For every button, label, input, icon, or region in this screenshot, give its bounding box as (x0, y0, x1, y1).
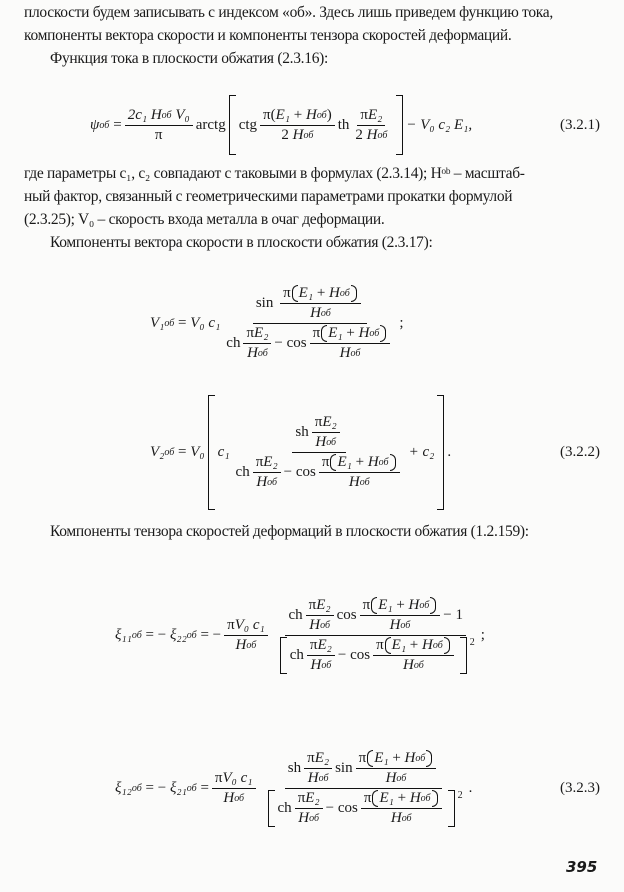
symbol: H (389, 616, 401, 633)
symbol: π (263, 106, 271, 123)
symbol: + (396, 596, 405, 613)
symbol: E₂ (254, 324, 269, 341)
superscript: 2 (469, 636, 475, 648)
symbol: c₁ (240, 769, 253, 786)
equation-number: (3.2.3) (560, 779, 600, 796)
function-name: sin (255, 294, 274, 311)
function-name: cos (350, 646, 371, 663)
superscript: об (186, 782, 197, 794)
superscript: об (420, 792, 431, 804)
function-name: ch (289, 646, 304, 663)
superscript: об (396, 772, 407, 784)
fraction: π ( E₁ + H об ) 2 H об (260, 107, 335, 144)
symbol: H (390, 809, 402, 826)
symbol: c₁ (217, 444, 230, 460)
symbol: E₁ (328, 324, 343, 341)
superscript: об (377, 129, 388, 141)
symbol: H (366, 126, 378, 143)
paragraph-line: где параметры c₁, c₂ совпадают с таковыми в формулах (2.3.14); Hᵒᵇ – масштаб- (24, 165, 525, 182)
symbol: π (363, 789, 372, 806)
symbol: − (337, 646, 347, 663)
superscript: об (432, 639, 443, 651)
symbol: π (214, 769, 223, 786)
symbol: H (247, 344, 258, 361)
symbol: E₂ (316, 596, 331, 613)
symbol: = − (145, 779, 167, 796)
paragraph-line: компоненты вектора скорости и компоненты тензора скоростей деформаций. (24, 27, 512, 44)
symbol: E₁ (379, 789, 394, 806)
symbol: 2c₁ (127, 106, 148, 123)
symbol: H (315, 434, 327, 450)
function-name: ch (235, 464, 250, 480)
function-name: cos (286, 334, 307, 351)
symbol: π (312, 324, 321, 341)
symbol: π (358, 749, 367, 766)
symbol: H (309, 616, 321, 633)
symbol: π (246, 324, 255, 341)
fraction (224, 617, 268, 654)
symbol: c₁ (252, 616, 265, 633)
symbol: π (321, 454, 330, 470)
superscript: об (309, 812, 320, 824)
page-number: 395 (566, 858, 598, 876)
symbol: + c₂ (408, 444, 435, 460)
symbol: V₀ (190, 444, 205, 460)
superscript: об (164, 317, 175, 329)
paragraph-line: (2.3.25); V₀ – скорость входа металла в очаг деформации. (24, 211, 385, 228)
symbol: E₂ (263, 454, 278, 470)
symbol: ξ₂₂ (169, 626, 187, 643)
symbol: π (309, 636, 318, 653)
function-name: ctg (238, 116, 258, 133)
function-name: sh (295, 424, 309, 440)
symbol: π (227, 616, 235, 633)
fraction (125, 107, 193, 144)
symbol: E₂ (305, 789, 320, 806)
superscript: об (419, 599, 430, 611)
symbol: E₁ (378, 596, 393, 613)
symbol: E₁ (374, 749, 389, 766)
symbol: H (310, 656, 322, 673)
symbol: H (256, 474, 268, 490)
symbol: V₁ (150, 314, 165, 331)
superscript: об (369, 327, 380, 339)
symbol: c₁ (208, 314, 221, 331)
symbol: V₀ (234, 616, 250, 633)
symbol: π (314, 414, 323, 430)
symbol: H (223, 789, 235, 806)
function-name: arctg (195, 116, 226, 133)
superscript: об (164, 447, 175, 458)
symbol: H (404, 749, 416, 766)
symbol: π (154, 126, 163, 143)
symbol: H (329, 284, 340, 301)
symbol: π (283, 284, 291, 301)
symbol: π (360, 106, 368, 123)
superscript: об (415, 752, 426, 764)
symbol: = (113, 116, 122, 133)
symbol: E₂ (367, 106, 383, 123)
symbol: = (178, 314, 187, 331)
superscript: об (413, 659, 424, 671)
superscript: об (320, 307, 331, 319)
symbol: H (235, 636, 247, 653)
symbol: E₁ (337, 454, 352, 470)
symbol: − (274, 334, 283, 351)
symbol: V₂ (150, 444, 165, 460)
function-name: sh (287, 759, 302, 776)
symbol: ξ₁₁ (115, 626, 132, 643)
symbol: E₁ (298, 284, 314, 301)
symbol: H (422, 636, 433, 653)
superscript: об (99, 119, 110, 131)
symbol: E₂ (317, 636, 332, 653)
symbol: + (392, 749, 401, 766)
symbol: π (376, 636, 384, 653)
symbol: H (150, 106, 162, 123)
paragraph-line: Компоненты тензора скоростей деформаций в плоскости обжатия (1.2.159): (50, 523, 529, 540)
paragraph-line: Компоненты вектора скорости в плоскости обжатия (2.3.17): (50, 234, 433, 251)
equation-v1 (150, 268, 404, 378)
superscript: об (161, 109, 172, 121)
function-name: cos (295, 464, 316, 480)
symbol: + (346, 324, 355, 341)
function-name: sin (335, 759, 353, 776)
superscript: об (234, 792, 245, 804)
fraction (274, 597, 478, 674)
superscript: об (267, 477, 278, 488)
symbol: 2 (281, 126, 289, 143)
superscript: об (318, 772, 329, 784)
symbol: H (292, 126, 304, 143)
equation-number: (3.2.2) (560, 444, 600, 460)
symbol: . (447, 444, 452, 460)
symbol: ξ₂₁ (169, 779, 187, 796)
symbol: π (308, 596, 317, 613)
symbol: H (307, 769, 319, 786)
superscript: об (303, 129, 314, 141)
symbol: = − (200, 626, 222, 643)
superscript: об (350, 347, 361, 359)
function-name: ch (226, 334, 241, 351)
superscript: 2 (457, 789, 463, 801)
symbol: H (358, 324, 370, 341)
symbol: V₀ (175, 106, 190, 123)
paragraph-line: ный фактор, связанный с геометрическими параметрами прокатки формулой (24, 188, 513, 205)
equation-3-2-2 (150, 395, 600, 510)
symbol: H (310, 304, 321, 321)
superscript: об (131, 782, 142, 794)
symbol: E₁ (275, 106, 290, 123)
superscript: об (401, 812, 412, 824)
symbol: + (316, 284, 326, 301)
symbol: H (385, 769, 397, 786)
paragraph-line: плоскости будем записывать с индексом «об». Здесь лишь приведем функцию тока, (24, 4, 553, 21)
superscript: об (257, 347, 268, 359)
function-name: cos (337, 799, 358, 816)
superscript: об (359, 477, 370, 488)
symbol: + (355, 454, 365, 470)
symbol: E₁ (391, 636, 407, 653)
symbol: . (468, 779, 473, 796)
superscript: об (186, 629, 197, 641)
superscript: об (131, 629, 142, 641)
symbol: + (397, 789, 407, 806)
fraction (223, 285, 396, 362)
symbol: H (348, 474, 360, 490)
symbol: − (325, 799, 335, 816)
function-name: ch (277, 799, 292, 816)
equation-3-2-1 (90, 95, 600, 155)
symbol: π (297, 789, 306, 806)
superscript: об (321, 659, 332, 671)
symbol: + (409, 636, 419, 653)
symbol: π (362, 596, 371, 613)
symbol: H (298, 809, 310, 826)
symbol: − (283, 464, 293, 480)
fraction (262, 750, 466, 827)
superscript: об (316, 109, 327, 121)
symbol: ψ (90, 116, 100, 133)
superscript: об (378, 457, 389, 468)
superscript: об (326, 437, 337, 448)
symbol: − V₀ c₂ E₁, (406, 116, 473, 133)
symbol: E₂ (322, 414, 337, 430)
symbol: V₀ (190, 314, 205, 331)
symbol: + (293, 106, 303, 123)
equation-3-2-3 (115, 728, 600, 848)
fraction (233, 414, 406, 491)
equation-xi11 (115, 575, 485, 695)
function-name: ch (288, 606, 303, 623)
symbol: ; (399, 314, 404, 331)
symbol: H (305, 106, 317, 123)
symbol: π (255, 454, 264, 470)
symbol: − 1 (443, 606, 464, 623)
superscript: об (320, 619, 330, 631)
equation-number: (3.2.1) (560, 116, 600, 133)
fraction (352, 107, 390, 144)
symbol: ; (480, 626, 485, 643)
symbol: = (178, 444, 187, 460)
function-name: th (337, 116, 350, 133)
superscript: об (246, 639, 257, 651)
symbol: = − (145, 626, 167, 643)
symbol: = (200, 779, 209, 796)
function-name: cos (336, 606, 357, 623)
symbol: H (409, 789, 421, 806)
symbol: 2 (355, 126, 363, 143)
symbol: H (339, 344, 351, 361)
symbol: π (307, 749, 315, 766)
fraction (212, 770, 256, 807)
symbol: ξ₁₂ (115, 779, 132, 796)
symbol: H (367, 454, 379, 470)
symbol: H (408, 596, 420, 613)
paragraph-line: Функция тока в плоскости обжатия (2.3.16): (50, 50, 329, 67)
superscript: об (400, 619, 411, 631)
symbol: H (403, 656, 414, 673)
symbol: V₀ (222, 769, 237, 786)
superscript: об (339, 287, 350, 299)
symbol: E₂ (314, 749, 330, 766)
